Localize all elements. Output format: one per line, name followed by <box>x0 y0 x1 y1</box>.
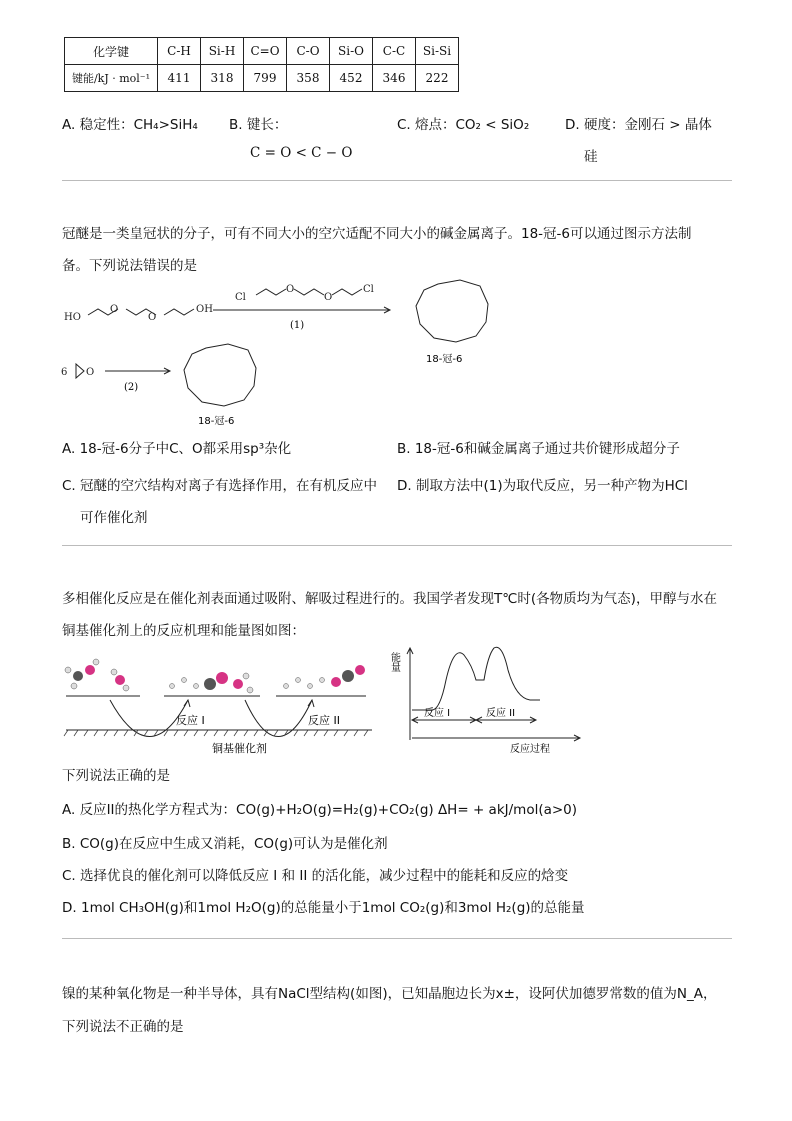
reaction-1-label: 反应 I <box>176 714 205 727</box>
table-cell: 318 <box>201 65 244 92</box>
option-d: D. 1mol CH₃OH(g)和1mol H₂O(g)的总能量小于1mol CO₂(g)和3mol H₂(g)的总能量 <box>62 900 585 916</box>
reaction-2-label: 反应 II <box>308 714 340 727</box>
svg-text:Cl: Cl <box>235 292 246 303</box>
product-label-2: 18-冠-6 <box>198 416 235 427</box>
bond-energy-table <box>64 37 459 92</box>
option-c-cont: 可作催化剂 <box>80 510 148 526</box>
option-a: A. 反应II的热化学方程式为：CO(g)+H₂O(g)=H₂(g)+CO₂(g) ΔH= + akJ/mol(a>0) <box>62 802 578 818</box>
table-cell: C-C <box>373 38 416 65</box>
option-a: A. 18-冠-6分子中C、O都采用sp³杂化 <box>62 441 292 457</box>
question-stem-cont: 备。下列说法错误的是 <box>62 258 197 274</box>
table-header-row <box>65 38 459 65</box>
divider <box>62 938 732 939</box>
table-cell: 346 <box>373 65 416 92</box>
condition-2: (2) <box>124 382 139 393</box>
table-cell: 799 <box>244 65 287 92</box>
option-b-formula: C = O < C − O <box>250 145 353 161</box>
condition-1: (1) <box>290 320 305 331</box>
table-cell: 化学键 <box>65 38 158 65</box>
option-a: A. 稳定性：CH₄>SiH₄ <box>62 117 198 133</box>
table-cell: 411 <box>158 65 201 92</box>
option-b: B. 键长： <box>229 117 288 133</box>
svg-text:O: O <box>110 304 119 315</box>
catalyst-label: 铜基催化剂 <box>212 742 267 755</box>
table-cell: 222 <box>416 65 459 92</box>
option-c: C. 选择优良的催化剂可以降低反应 I 和 II 的活化能，减少过程中的能耗和反应的焓变 <box>62 868 569 884</box>
divider <box>62 180 732 181</box>
question-stem-cont: 下列说法不正确的是 <box>62 1019 184 1035</box>
catalysis-mechanism-diagram <box>60 648 380 756</box>
table-cell: C=O <box>244 38 287 65</box>
option-d-cont: 硅 <box>584 149 598 165</box>
option-c: C. 冠醚的空穴结构对离子有选择作用，在有机反应中 <box>62 478 378 494</box>
table-cell: Si-O <box>330 38 373 65</box>
option-d: D. 硬度：金刚石 > 晶体 <box>565 117 712 133</box>
svg-text:O: O <box>286 284 295 295</box>
divider <box>62 545 732 546</box>
option-b: B. CO(g)在反应中生成又消耗，CO(g)可认为是催化剂 <box>62 836 388 852</box>
svg-text:OH: OH <box>196 304 213 315</box>
table-cell: 452 <box>330 65 373 92</box>
question-stem-cont: 铜基催化剂上的反应机理和能量图如图： <box>62 623 305 639</box>
table-row <box>65 65 459 92</box>
svg-text:Cl: Cl <box>363 284 374 295</box>
start-molecule-label: HO <box>64 312 81 323</box>
option-b: B. 18-冠-6和碱金属离子通过共价键形成超分子 <box>397 441 680 457</box>
energy-axis-label: 能量 <box>388 652 400 672</box>
table-cell: C-O <box>287 38 330 65</box>
table-cell: C-H <box>158 38 201 65</box>
table-cell: 键能/kJ · mol⁻¹ <box>65 65 158 92</box>
option-c: C. 熔点：CO₂ < SiO₂ <box>397 117 530 133</box>
option-d: D. 制取方法中(1)为取代反应，另一种产物为HCl <box>397 478 688 494</box>
question-prompt: 下列说法正确的是 <box>62 768 170 784</box>
progress-axis-label: 反应过程 <box>510 744 550 755</box>
svg-text:O: O <box>148 312 157 323</box>
coefficient: 6 <box>61 367 68 378</box>
svg-text:O: O <box>86 367 95 378</box>
question-stem: 冠醚是一类皇冠状的分子，可有不同大小的空穴适配不同大小的碱金属离子。18-冠-6可以通过图示方法制 <box>62 226 692 242</box>
energy-diagram <box>390 640 590 756</box>
reaction-2-span: 反应 II <box>486 708 516 719</box>
product-label-1: 18-冠-6 <box>426 354 463 365</box>
svg-text:O: O <box>324 292 333 303</box>
question-stem: 镍的某种氧化物是一种半导体，具有NaCl型结构(如图)，已知晶胞边长为x±，设阿伏加德罗常数的值为N_A， <box>62 986 717 1002</box>
reaction-1-span: 反应 I <box>424 708 451 719</box>
table-cell: 358 <box>287 65 330 92</box>
table-cell: Si-Si <box>416 38 459 65</box>
question-stem: 多相催化反应是在催化剂表面通过吸附、解吸过程进行的。我国学者发现T℃时(各物质均为气态)，甲醇与水在 <box>62 591 717 607</box>
crown-ether-synthesis-diagram <box>60 278 500 428</box>
table-cell: Si-H <box>201 38 244 65</box>
